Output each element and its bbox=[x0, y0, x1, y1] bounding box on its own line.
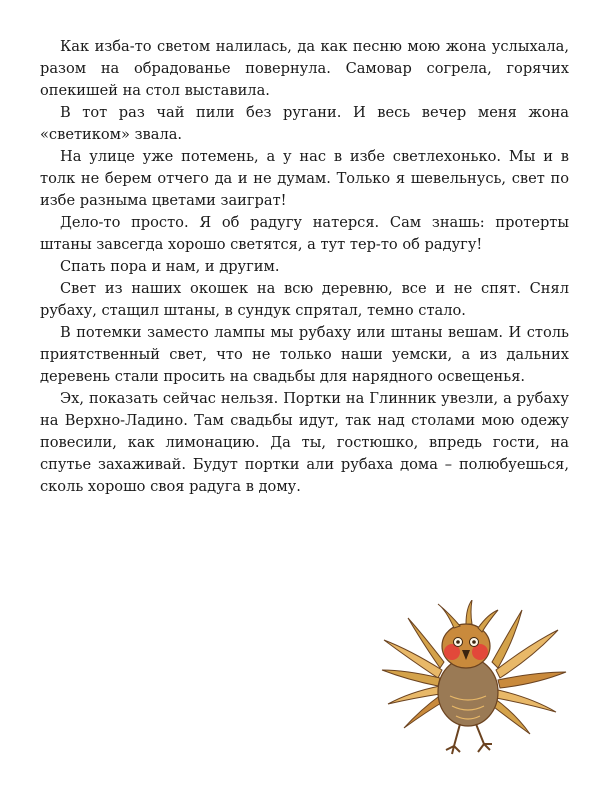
paragraph: На улице уже потемень, а у нас в избе светлехонько. Мы и в толк не берем отчего да и не думам. Только я шевельнусь, свет по избе разныма цветами заиграт! bbox=[40, 148, 569, 209]
paragraph: Свет из наших окошек на всю деревню, все и не спят. Снял рубаху, стащил штаны, в сундук спрятал, темно стало. bbox=[40, 280, 569, 319]
bird-legs bbox=[446, 724, 492, 754]
firebird-illustration bbox=[380, 600, 570, 765]
left-wing bbox=[382, 618, 446, 728]
right-pupil bbox=[472, 640, 476, 644]
paragraph: Дело-то просто. Я об радугу натерся. Сам знашь: протерты штаны завсегда хорошо светятся, а тут тер-то об радугу! bbox=[40, 214, 569, 253]
paragraph: Как изба-то светом налилась, да как песню мою жона услыхала, разом на обрадованье повернула. Самовар согрела, горячих опекишей на стол выставила. bbox=[40, 38, 569, 99]
paragraph: Спать пора и нам, и другим. bbox=[60, 258, 280, 275]
right-wing bbox=[490, 610, 566, 734]
paragraph: Эх, показать сейчас нельзя. Портки на Глинник увезли, а рубаху на Верхно-Ладино. Там свадьбы идут, так над столами мою одежу повесили, как лимонацию. Да ты, гостюшко, впредь гости, на спутье захаживай. Будут портки али рубаха дома – полюбуешься, сколь хорошо своя радуга в дому. bbox=[40, 390, 569, 495]
paragraph: В тот раз чай пили без ругани. И весь вечер меня жона «светиком» звала. bbox=[40, 104, 569, 143]
left-pupil bbox=[456, 640, 460, 644]
story-text bbox=[40, 36, 569, 498]
paragraph: В потемки заместо лампы мы рубаху или штаны вешам. И столь приятственный свет, что не только наши уемски, а из дальних деревень стали просить на свадьбы для нарядного освещенья. bbox=[40, 324, 569, 385]
firebird-icon bbox=[380, 600, 570, 765]
